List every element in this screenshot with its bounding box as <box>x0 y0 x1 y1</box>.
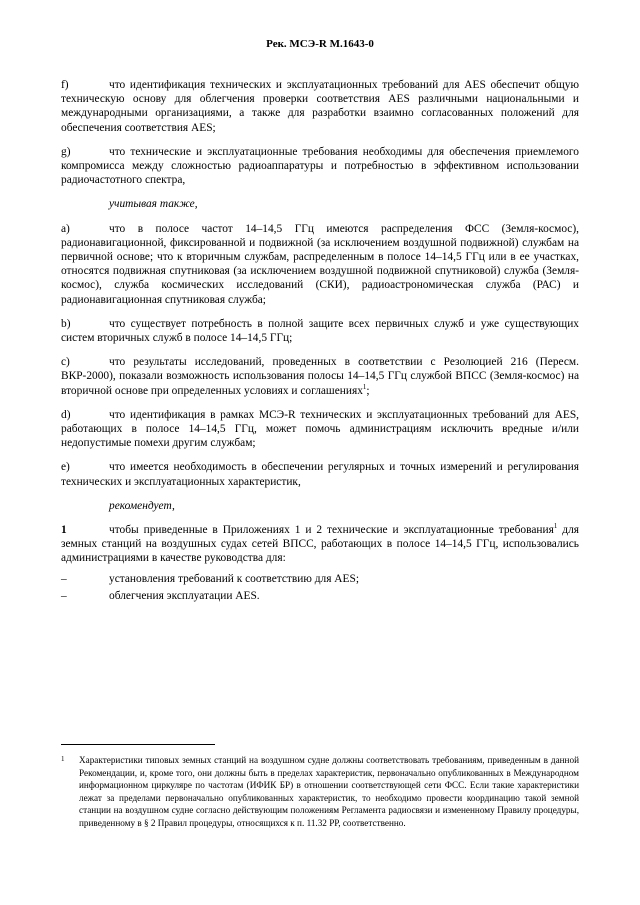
footnote-text: Характеристики типовых земных станций на воздушном судне должны соответствовать требованиям, приведенным в данной Рекомендации, и, кроме того, они должны быть в пределах характеристик, первоначально опубликованных в Международном информационном циркуляре по частотам (ИФИК БР) в отношении соответствующей сети ФСС. Если такие характеристики лежат за пределами первоначально опубликованных характеристик, то необходимо провести координацию такой земной станции на воздушном судне согласно действующим положениям Регламента радиосвязи и измененному Правилу процедуры, приведенному в § 2 Правил процедуры, относящихся к п. 11.32 РР, соответственно. <box>79 755 579 828</box>
recommendation-text-a: чтобы приведенные в Приложениях 1 и 2 технические и эксплуатационные требования <box>109 524 554 537</box>
clause-b <box>61 317 579 345</box>
recommendation-number: 1 <box>61 524 67 537</box>
clause-label: a) <box>61 222 70 235</box>
recommends-heading: рекомендует, <box>109 499 175 512</box>
clause-label: f) <box>61 79 69 91</box>
dash-mark: – <box>61 572 67 585</box>
clause-label: e) <box>61 461 70 474</box>
clause-c <box>61 355 579 398</box>
list-item <box>61 589 579 603</box>
recommendation-1 <box>61 523 579 566</box>
list-item <box>61 572 579 586</box>
footnote-ref[interactable]: 1 <box>553 522 558 531</box>
list-item-text: облегчения эксплуатации AES. <box>109 589 260 602</box>
page-header: Рек. МСЭ-R M.1643-0 <box>266 38 374 50</box>
clause-a <box>61 222 579 307</box>
recommendation-text-b: для земных станций на воздушных судах сетей ВПСС, работающих в полосе 14–14,5 ГГц, использовались администрациями в качестве руководства для: <box>61 524 579 565</box>
dash-mark: – <box>61 589 67 602</box>
clause-text: что идентификация технических и эксплуатационных требований для AES обеспечит общую техническую основу для облегчения проверки соответствия AES различными национальными и международными организациями, а также для разработки взаимно согласованных положений для обеспечения соответствия AES; <box>61 79 579 134</box>
clause-label: c) <box>61 356 70 369</box>
considering-also-heading: учитывая также, <box>109 198 198 211</box>
clause-e <box>61 460 579 488</box>
footnote <box>61 754 579 830</box>
clause-text: что технические и эксплуатационные требования необходимы для обеспечения приемлемого компромисса между сложностью радиоаппаратуры и потребностью в эффективном использовании радиочастотного спектра, <box>61 145 579 187</box>
clause-text: что результаты исследований, проведенных в соответствии с Резолюцией 216 (Пересм. ВКР-2000), показали возможность использования полосы 14–14,5 ГГц службой ВПСС (Земля-космос) на вторичной основе при определенных условиях и соглашениях <box>61 356 579 397</box>
clause-tail: ; <box>366 384 370 397</box>
clause-g <box>61 145 579 188</box>
clause-text: что имеется необходимость в обеспечении регулярных и точных измерений и регулирования технических и эксплуатационных характеристик, <box>61 461 579 488</box>
footnote-separator <box>61 744 215 745</box>
footnote-ref[interactable]: 1 <box>362 382 367 391</box>
footnote-number: 1 <box>61 755 65 763</box>
clause-text: что в полосе частот 14–14,5 ГГц имеются распределения ФСС (Земля-космос), радионавигационной, фиксированной и подвижной (за исключением воздушной подвижной) службам на первичной основе; что к вторичным службам, распределенным в полосе 14–14,5 ГГц или в ее участках, относятся подвижная спутниковая (за исключением воздушной подвижной спутниковой) служба (Земля-космос), служба космических исследований (СКИ), радиоастрономическая служба (РАС) и радионавигационная спутниковая служба; <box>61 222 579 306</box>
clause-label: g) <box>61 145 71 158</box>
clause-text: что существует потребность в полной защите всех первичных служб и уже существующих систем вторичных служб в полосе 14–14,5 ГГц; <box>61 317 579 345</box>
clause-d <box>61 408 579 451</box>
document-body <box>61 78 579 606</box>
clause-label: b) <box>61 317 71 330</box>
list-item-text: установления требований к соответствию для AES; <box>109 572 359 585</box>
clause-text: что идентификация в рамках МСЭ-R технических и эксплуатационных требований для AES, работающих в полосе 14–14,5 ГГц, может помочь администрациям исключить вредные и/или недопустимые помехи другим службам; <box>61 408 579 450</box>
clause-f <box>61 78 579 135</box>
clause-label: d) <box>61 408 71 421</box>
